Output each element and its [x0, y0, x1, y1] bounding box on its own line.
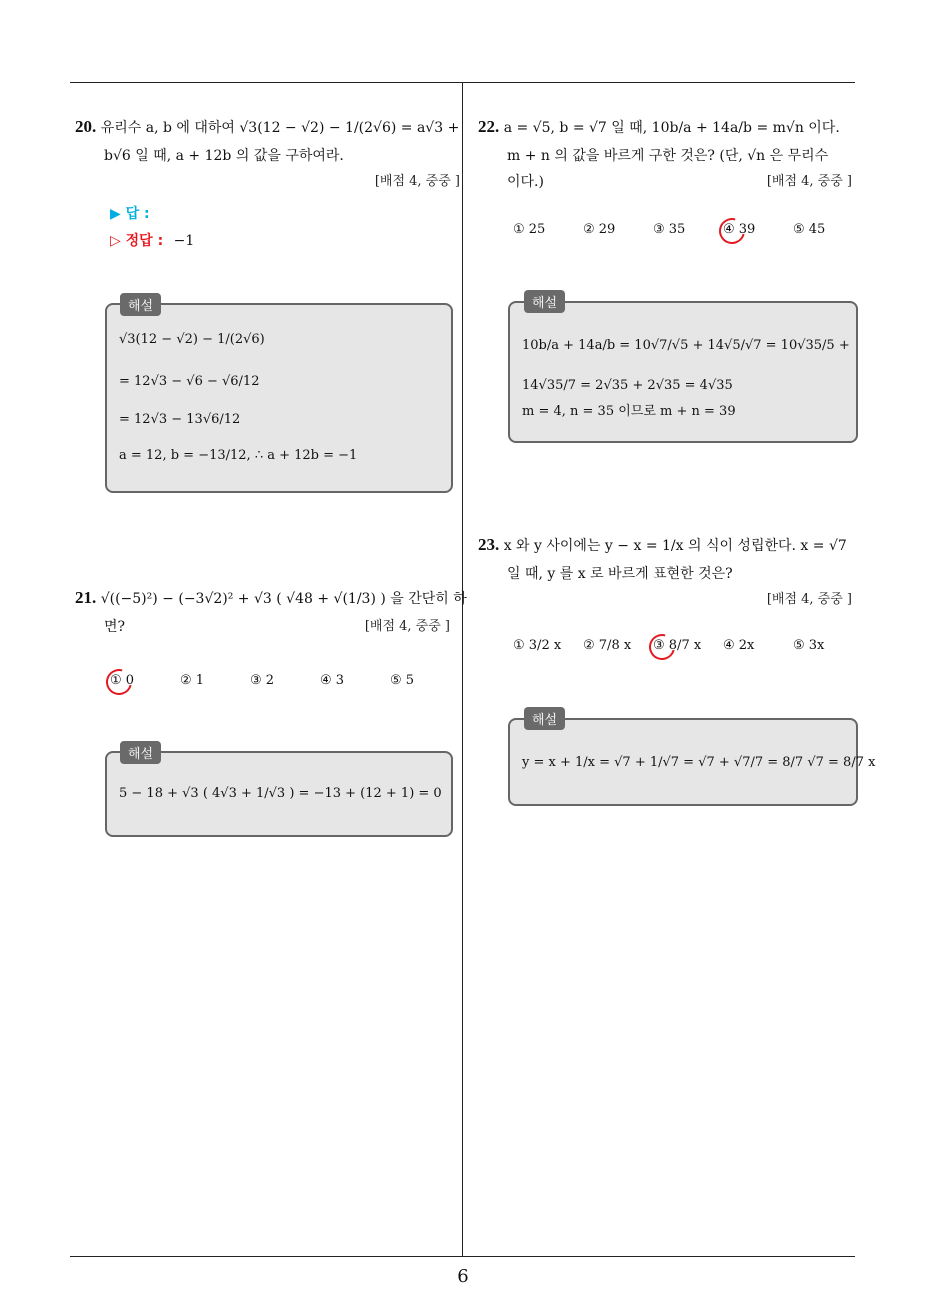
choice-5[interactable]: ⑤ 3x: [793, 638, 825, 653]
solution-line: 10b/a + 14a/b = 10√7/√5 + 14√5/√7 = 10√35/5 +: [522, 338, 850, 353]
question-text-line2: b√6 일 때, a + 12b 의 값을 구하여라.: [104, 148, 344, 164]
solution-tag: 해설: [524, 290, 565, 313]
choices-22: [513, 222, 843, 237]
question-number: 23.: [478, 535, 500, 554]
choice-1[interactable]: ① 25: [513, 222, 546, 237]
choice-4[interactable]: ④ 39: [723, 222, 756, 237]
question-meta: [배점 4, 중중 ]: [766, 174, 852, 189]
question-20: [75, 117, 460, 189]
correct-label: ▷ 정답 :: [110, 233, 164, 249]
choice-3[interactable]: ③ 2: [250, 673, 275, 688]
question-number: 22.: [478, 117, 500, 136]
solution-tag: 해설: [524, 707, 565, 730]
question-23: [478, 535, 860, 607]
choice-3[interactable]: ③ 35: [653, 222, 686, 237]
question-text-line1: x 와 y 사이에는 y − x = 1/x 의 식이 성립한다. x = √7: [503, 538, 847, 554]
choice-1[interactable]: ① 0: [110, 673, 135, 688]
column-divider: [462, 82, 463, 1256]
question-text-line3-text: 이다.): [507, 174, 544, 190]
question-text-line1: 유리수 a, b 에 대하여 √3(12 − √2) − 1/(2√6) = a√3 +: [100, 120, 460, 136]
solution-line: = 12√3 − 13√6/12: [119, 412, 241, 427]
choices-23: [513, 638, 843, 653]
solution-box-22: [508, 301, 858, 443]
selected-answer-mark: [644, 629, 680, 665]
question-text-line1: √((−5)²) − (−3√2)² + √3 ( √48 + √(1/3) ) 을 간단히 하: [100, 591, 467, 607]
question-22: [478, 117, 860, 192]
choice-2[interactable]: ② 1: [180, 673, 205, 688]
choice-2[interactable]: ② 7/8 x: [583, 638, 632, 653]
choice-2[interactable]: ② 29: [583, 222, 616, 237]
question-meta: [배점 4, 중중 ]: [364, 619, 450, 634]
page-number: 6: [457, 1266, 469, 1287]
solution-line: a = 12, b = −13/12, ∴ a + 12b = −1: [119, 448, 358, 463]
choice-5[interactable]: ⑤ 45: [793, 222, 826, 237]
solution-line: = 12√3 − √6 − √6/12: [119, 374, 260, 389]
solution-box-23: [508, 718, 876, 806]
question-number: 20.: [75, 117, 97, 136]
solution-box-20: [105, 303, 453, 493]
selected-answer-mark: [714, 213, 750, 249]
solution-tag: 해설: [120, 741, 161, 764]
solution-line: 14√35/7 = 2√35 + 2√35 = 4√35: [522, 378, 733, 393]
question-meta: [배점 4, 중중 ]: [374, 174, 460, 189]
correct-answer: [110, 230, 194, 250]
selected-answer-mark: [101, 664, 137, 700]
question-text-line2: [104, 617, 460, 637]
solution-line: y = x + 1/x = √7 + 1/√7 = √7 + √7/7 = 8/7 √7 = 8/7 x: [522, 755, 876, 770]
question-text-line2-text: 면?: [104, 619, 126, 635]
choice-4[interactable]: ④ 3: [320, 673, 345, 688]
question-meta: [배점 4, 중중 ]: [766, 592, 852, 607]
question-text-line2: m + n 의 값을 바르게 구한 것은? (단, √n 은 무리수: [507, 148, 829, 164]
choice-4[interactable]: ④ 2x: [723, 638, 755, 653]
choices-21: [110, 673, 440, 688]
solution-line: m = 4, n = 35 이므로 m + n = 39: [522, 404, 736, 419]
choice-3[interactable]: ③ 8/7 x: [653, 638, 702, 653]
correct-value: −1: [173, 233, 195, 249]
choice-5[interactable]: ⑤ 5: [390, 673, 415, 688]
bottom-rule: [70, 1256, 855, 1257]
question-number: 21.: [75, 588, 97, 607]
solution-line: √3(12 − √2) − 1/(2√6): [119, 332, 265, 347]
choice-1[interactable]: ① 3/2 x: [513, 638, 562, 653]
solution-line: 5 − 18 + √3 ( 4√3 + 1/√3 ) = −13 + (12 + 1) = 0: [119, 786, 442, 801]
solution-tag: 해설: [120, 293, 161, 316]
question-text-line1: a = √5, b = √7 일 때, 10b/a + 14a/b = m√n 이다.: [503, 120, 840, 136]
question-21: [75, 588, 467, 637]
question-text-line2: 일 때, y 를 x 로 바르게 표현한 것은?: [507, 566, 733, 582]
answer-label: ▶ 답 :: [110, 206, 150, 222]
question-text-line3: [507, 172, 860, 192]
